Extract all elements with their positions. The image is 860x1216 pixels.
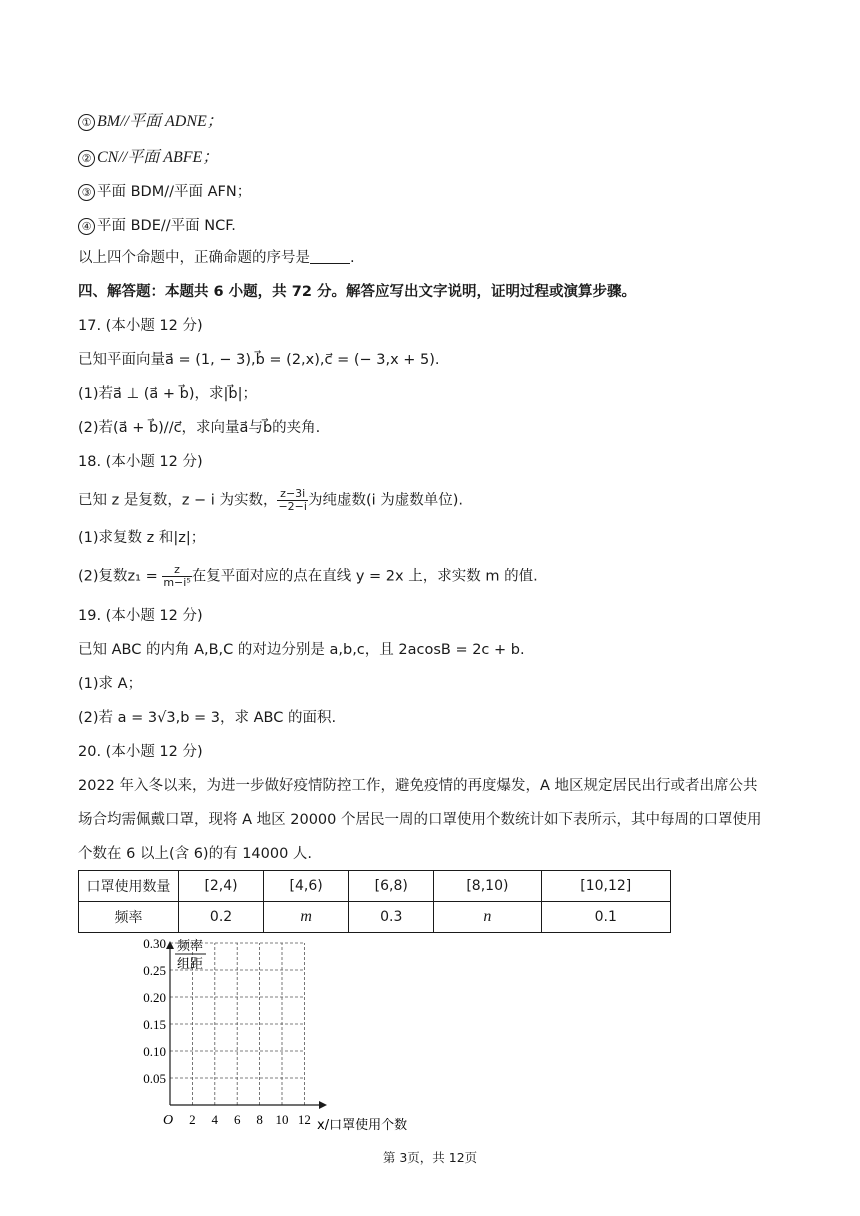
y-tick-label: 0.05	[143, 1071, 166, 1086]
item-3	[78, 182, 251, 202]
section-heading: 四、解答题：本题共 6 小题，共 72 分。解答应写出文字说明，证明过程或演算步骤。	[78, 284, 636, 300]
item-text: 平面 BDE//平面 NCF.	[97, 218, 236, 234]
q19-part2: (2)若 a = 3√3,b = 3，求 ABC 的面积.	[78, 710, 337, 726]
y-axis-arrow	[166, 941, 174, 949]
x-tick-label: 12	[297, 1112, 311, 1127]
item-4	[78, 216, 236, 236]
y-tick-label: 0.10	[143, 1044, 166, 1059]
fraction: $\frac{z}{\text{m−i⁵}}$	[163, 563, 191, 589]
q17-part1: (1)若a⃗ ⊥ (a⃗ + b⃗)，求|b⃗|；	[78, 386, 258, 402]
q19-title: 19. (本小题 12 分)	[78, 608, 203, 624]
table-cell: 口罩使用数量	[79, 871, 179, 902]
y-tick-label: 0.15	[143, 1017, 166, 1032]
y-axis-label-denominator: 组距	[177, 957, 204, 972]
table-cell: m	[264, 902, 349, 933]
table-header-row	[79, 871, 671, 902]
q17-stem: 已知平面向量a⃗ = (1, − 3),b⃗ = (2,x),c⃗ = (− 3,x + 5).	[78, 352, 440, 368]
q20-title: 20. (本小题 12 分)	[78, 744, 203, 760]
answer-blank	[310, 249, 350, 264]
frequency-table	[78, 870, 671, 933]
q18-part1: (1)求复数 z 和|z|；	[78, 530, 206, 546]
item-2	[78, 148, 218, 168]
q20-para1: 2022 年入冬以来，为进一步做好疫情防控工作，避免疫情的再度爆发，A 地区规定居民出行或者出席公共	[78, 778, 758, 794]
item-1	[78, 112, 223, 132]
histogram-chart	[120, 935, 440, 1135]
q17-part2: (2)若(a⃗ + b⃗)//c⃗，求向量a⃗与b⃗的夹角.	[78, 420, 321, 436]
x-tick-label: 4	[211, 1112, 219, 1127]
x-tick-label: 2	[189, 1112, 196, 1127]
table-cell: 频率	[79, 902, 179, 933]
x-axis-arrow	[319, 1101, 327, 1109]
y-tick-label: 0.30	[143, 936, 166, 951]
q18-title: 18. (本小题 12 分)	[78, 454, 203, 470]
circled-number: ①	[78, 114, 95, 131]
q18-stem: 已知 z 是复数，z − i 为实数， $\frac{z-3i}{-2-i}$ 为纯虚数(i 为虚数单位).	[78, 487, 464, 513]
y-axis-label-numerator: 频率	[177, 939, 204, 954]
item-text: 平面 BDM//平面 AFN；	[97, 184, 252, 200]
q20-para2: 场合均需佩戴口罩，现将 A 地区 20000 个居民一周的口罩使用个数统计如下表所示，其中每周的口罩使用	[78, 812, 762, 828]
question-prompt: 以上四个命题中，正确命题的序号是 .	[78, 250, 355, 266]
table-row	[79, 902, 671, 933]
q17-title: 17. (本小题 12 分)	[78, 318, 203, 334]
origin-label: O	[163, 1113, 174, 1128]
table-cell: [8,10)	[434, 871, 541, 902]
table-cell: [10,12]	[541, 871, 670, 902]
page-footer: 第 3页，共 12页	[382, 1150, 478, 1165]
circled-number: ③	[78, 184, 95, 201]
table-cell: 0.3	[349, 902, 434, 933]
item-text: BM//平面 ADNE；	[97, 113, 223, 130]
table-cell: [2,4)	[179, 871, 264, 902]
q19-part1: (1)求 A；	[78, 676, 143, 692]
x-tick-label: 8	[256, 1112, 263, 1127]
table-cell: [4,6)	[264, 871, 349, 902]
x-axis-label: x/口罩使用个数	[317, 1118, 408, 1133]
table-cell: 0.1	[541, 902, 670, 933]
item-text: CN//平面 ABFE；	[97, 149, 219, 166]
q20-para3: 个数在 6 以上(含 6)的有 14000 人.	[78, 846, 313, 862]
x-tick-label: 10	[275, 1112, 289, 1127]
y-tick-label: 0.25	[143, 963, 166, 978]
circled-number: ④	[78, 218, 95, 235]
x-tick-label: 6	[233, 1112, 241, 1127]
circled-number: ②	[78, 150, 95, 167]
y-tick-label: 0.20	[143, 990, 166, 1005]
table-cell: 0.2	[179, 902, 264, 933]
table-cell: n	[434, 902, 541, 933]
table-cell: [6,8)	[349, 871, 434, 902]
q18-part2: (2)复数z₁ = $\frac{z}{\text{m−i⁵}}$ 在复平面对应的点在直线 y = 2x 上，求实数 m 的值.	[78, 563, 538, 589]
q19-stem: 已知 ABC 的内角 A,B,C 的对边分别是 a,b,c，且 2acosB = 2c + b.	[78, 642, 525, 658]
fraction: $\frac{z-3i}{-2-i}$	[278, 487, 307, 513]
tick-labels	[143, 936, 311, 1127]
